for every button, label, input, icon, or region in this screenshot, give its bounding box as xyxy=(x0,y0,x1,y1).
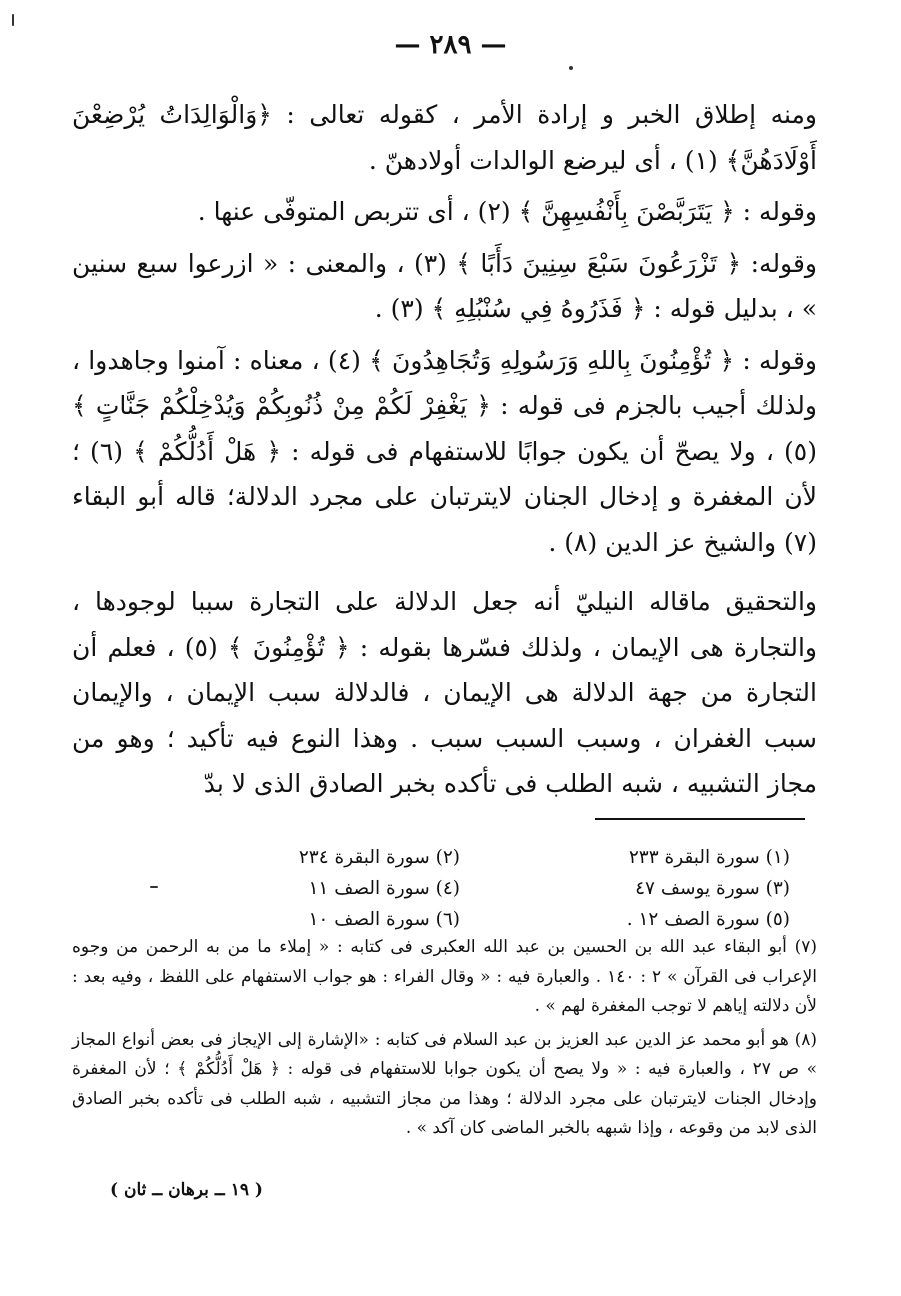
paragraph-2: وقوله : ﴿ يَتَرَبَّصْنَ بِأَنْفُسِهِنَّ ﴾ (٢) ، أى تتربص المتوفّى عنها . xyxy=(197,197,817,226)
footnote-separator xyxy=(595,818,805,820)
footnote-6: (٦) سورة الصف ١٠ xyxy=(308,909,460,930)
paragraph-1: ومنه إطلاق الخبر و إرادة الأمر ، كقوله تعالى : ﴿وَالْوَالِدَاتُ يُرْضِعْنَ أَوْلَادَهُنَّ﴾ (١) ، أى ليرضع الوالدات أولادهنّ . xyxy=(72,100,817,175)
footnote-3: (٣) سورة يوسف ٤٧ xyxy=(635,878,790,899)
footnote-1: (١) سورة البقرة ٢٣٣ xyxy=(628,847,790,868)
paragraph-5: والتحقيق ماقاله النيليّ أنه جعل الدلالة على التجارة سببا لوجودها ، والتجارة هى الإيمان ، ولذلك فسّرها بقوله : ﴿ تُؤْمِنُونَ ﴾ (٥) ، فعلم أن التجارة من جهة الدلالة هى الإيمان ، فالدلالة سبب الإيمان ، والإيمان سبب الغفران ، وسبب السبب سبب . وهذا النوع فيه تأكيد ؛ وهو من مجاز التشبيه ، شبه الطلب فى تأكده بخبر الصادق الذى لا بدّ xyxy=(72,587,817,798)
footnotes-long xyxy=(72,933,817,1144)
footnote-8: (٨) هو أبو محمد عز الدين عبد العزيز بن عبد السلام فى كتابه : «الإشارة إلى الإيجاز فى بعض أنواع المجاز » ص ٢٧ ، والعبارة فيه : « ولا يصح أن يكون جوابا للاستفهام فى قوله : ﴿ هَلْ أَدُلُّكُمْ ﴾ ؛ لأن المغفرة وإدخال الجنات لايترتبان على مجرد الدلالة ؛ وهذا من مجاز التشبيه ، شبه الطلب فى تأكده بخبر الصادق الذى لابد من وقوعه ، وإذا شبهه بالخبر الماضى كان آكد » . xyxy=(72,1029,817,1138)
paragraph-4: وقوله : ﴿ تُؤْمِنُونَ بِاللهِ وَرَسُولِهِ وَتُجَاهِدُونَ ﴾ (٤) ، معناه : آمنوا وجاهدوا ، ولذلك أجيب بالجزم فى قوله : ﴿ يَغْفِرْ لَكُمْ مِنْ ذُنُوبِكُمْ وَيُدْخِلْكُمْ جَنَّاتٍ ﴾ (٥) ، ولا يصحّ أن يكون جوابًا للاستفهام فى قوله : ﴿ هَلْ أَدُلُّكُمْ ﴾ (٦) ؛ لأن المغفرة و إدخال الجنان لايترتبان على مجرد الدلالة؛ قاله أبو البقاء (٧) والشيخ عز الدين (٨) . xyxy=(72,345,817,557)
paragraph-3: وقوله: ﴿ تَزْرَعُونَ سَبْعَ سِنِينَ دَأَبًا ﴾ (٣) ، والمعنى : « ازرعوا سبع سنين » ، بدليل قوله : ﴿ فَذَرُوهُ فِي سُنْبُلِهِ ﴾ (٣) . xyxy=(72,248,817,323)
main-text xyxy=(72,92,817,807)
scan-dash xyxy=(150,886,158,888)
scan-mark xyxy=(12,14,14,26)
page-number: — ٢٨٩ — xyxy=(394,30,507,60)
footnote-2: (٢) سورة البقرة ٢٣٤ xyxy=(298,847,460,868)
footnotes-references xyxy=(130,843,790,934)
footnote-7: (٧) أبو البقاء عبد الله بن الحسين بن عبد الله العكبرى فى كتابه : « إملاء ما من به الرحمن من وجوه الإعراب فى القرآن » ٢ : ١٤٠ . والعبارة فيه : « وقال الفراء : هو جواب الاستفهام على اللفظ ، وفيه بعد : لأن دلالته إياهم لا توجب المغفرة لهم » . xyxy=(72,937,818,1016)
scan-speck xyxy=(569,66,573,70)
footnote-4: (٤) سورة الصف ١١ xyxy=(308,878,460,899)
footnote-5: (٥) سورة الصف ١٢ . xyxy=(626,909,790,930)
printer-signature: ( ١٩ ــ برهان ــ ثان ) xyxy=(110,1180,263,1200)
